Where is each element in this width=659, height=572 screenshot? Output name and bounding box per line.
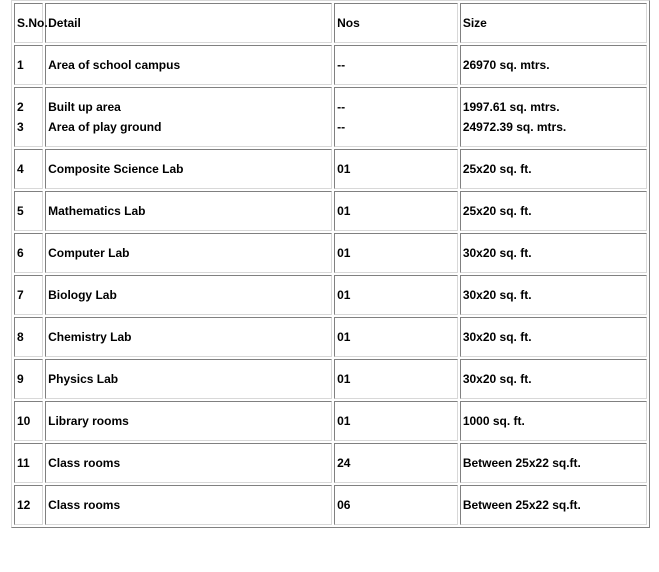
- cell-size: 26970 sq. mtrs.: [460, 45, 647, 85]
- cell-nos: 24: [334, 443, 458, 483]
- table-row: [14, 359, 647, 399]
- cell-nos: 01: [334, 317, 458, 357]
- header-nos: Nos: [334, 3, 458, 43]
- table-row: [14, 191, 647, 231]
- cell-nos: 01: [334, 275, 458, 315]
- cell-size: Between 25x22 sq.ft.: [460, 485, 647, 525]
- table-row: [14, 401, 647, 441]
- table-row: [14, 233, 647, 273]
- cell-size: 25x20 sq. ft.: [460, 191, 647, 231]
- cell-size: 30x20 sq. ft.: [460, 359, 647, 399]
- cell-nos: 01: [334, 401, 458, 441]
- cell-sno-line: 3: [17, 120, 24, 134]
- cell-sno: 5: [14, 191, 43, 231]
- cell-size: 30x20 sq. ft.: [460, 275, 647, 315]
- cell-detail: Physics Lab: [45, 359, 332, 399]
- cell-sno: [14, 87, 43, 147]
- cell-detail: Chemistry Lab: [45, 317, 332, 357]
- cell-sno: 11: [14, 443, 43, 483]
- cell-nos: 01: [334, 191, 458, 231]
- table-header-row: [14, 3, 647, 43]
- cell-nos: 06: [334, 485, 458, 525]
- cell-nos-line: --: [337, 100, 346, 114]
- cell-detail: Biology Lab: [45, 275, 332, 315]
- cell-detail: Area of school campus: [45, 45, 332, 85]
- cell-nos: 01: [334, 149, 458, 189]
- cell-detail-line: Area of play ground: [48, 120, 162, 134]
- cell-sno: 4: [14, 149, 43, 189]
- cell-detail: Library rooms: [45, 401, 332, 441]
- cell-size: Between 25x22 sq.ft.: [460, 443, 647, 483]
- cell-detail-line: Built up area: [48, 100, 121, 114]
- cell-detail: Class rooms: [45, 443, 332, 483]
- cell-sno: 1: [14, 45, 43, 85]
- cell-sno: 6: [14, 233, 43, 273]
- cell-size-line: 24972.39 sq. mtrs.: [462, 120, 567, 134]
- cell-detail: Composite Science Lab: [45, 149, 332, 189]
- header-detail: Detail: [45, 3, 332, 43]
- cell-size-line: 1997.61 sq. mtrs.: [462, 100, 560, 114]
- cell-sno-line: 2: [17, 100, 24, 114]
- cell-detail: [45, 87, 332, 147]
- cell-nos-line: --: [337, 120, 346, 134]
- cell-sno: 7: [14, 275, 43, 315]
- table-row: [14, 149, 647, 189]
- table-row: [14, 87, 647, 147]
- cell-size: 25x20 sq. ft.: [460, 149, 647, 189]
- cell-nos: 01: [334, 359, 458, 399]
- table-row: [14, 45, 647, 85]
- cell-detail: Computer Lab: [45, 233, 332, 273]
- header-size: Size: [460, 3, 647, 43]
- cell-size: [460, 87, 647, 147]
- cell-sno: 9: [14, 359, 43, 399]
- cell-nos: [334, 87, 458, 147]
- cell-size: 1000 sq. ft.: [460, 401, 647, 441]
- table-row: [14, 443, 647, 483]
- cell-sno: 12: [14, 485, 43, 525]
- header-sno: S.No.: [14, 3, 43, 43]
- cell-detail: Class rooms: [45, 485, 332, 525]
- cell-nos: 01: [334, 233, 458, 273]
- cell-detail: Mathematics Lab: [45, 191, 332, 231]
- table-row: [14, 485, 647, 525]
- cell-nos: --: [334, 45, 458, 85]
- cell-size: 30x20 sq. ft.: [460, 233, 647, 273]
- cell-sno: 8: [14, 317, 43, 357]
- cell-size: 30x20 sq. ft.: [460, 317, 647, 357]
- table-row: [14, 317, 647, 357]
- facilities-table: [11, 0, 650, 528]
- table-row: [14, 275, 647, 315]
- cell-sno: 10: [14, 401, 43, 441]
